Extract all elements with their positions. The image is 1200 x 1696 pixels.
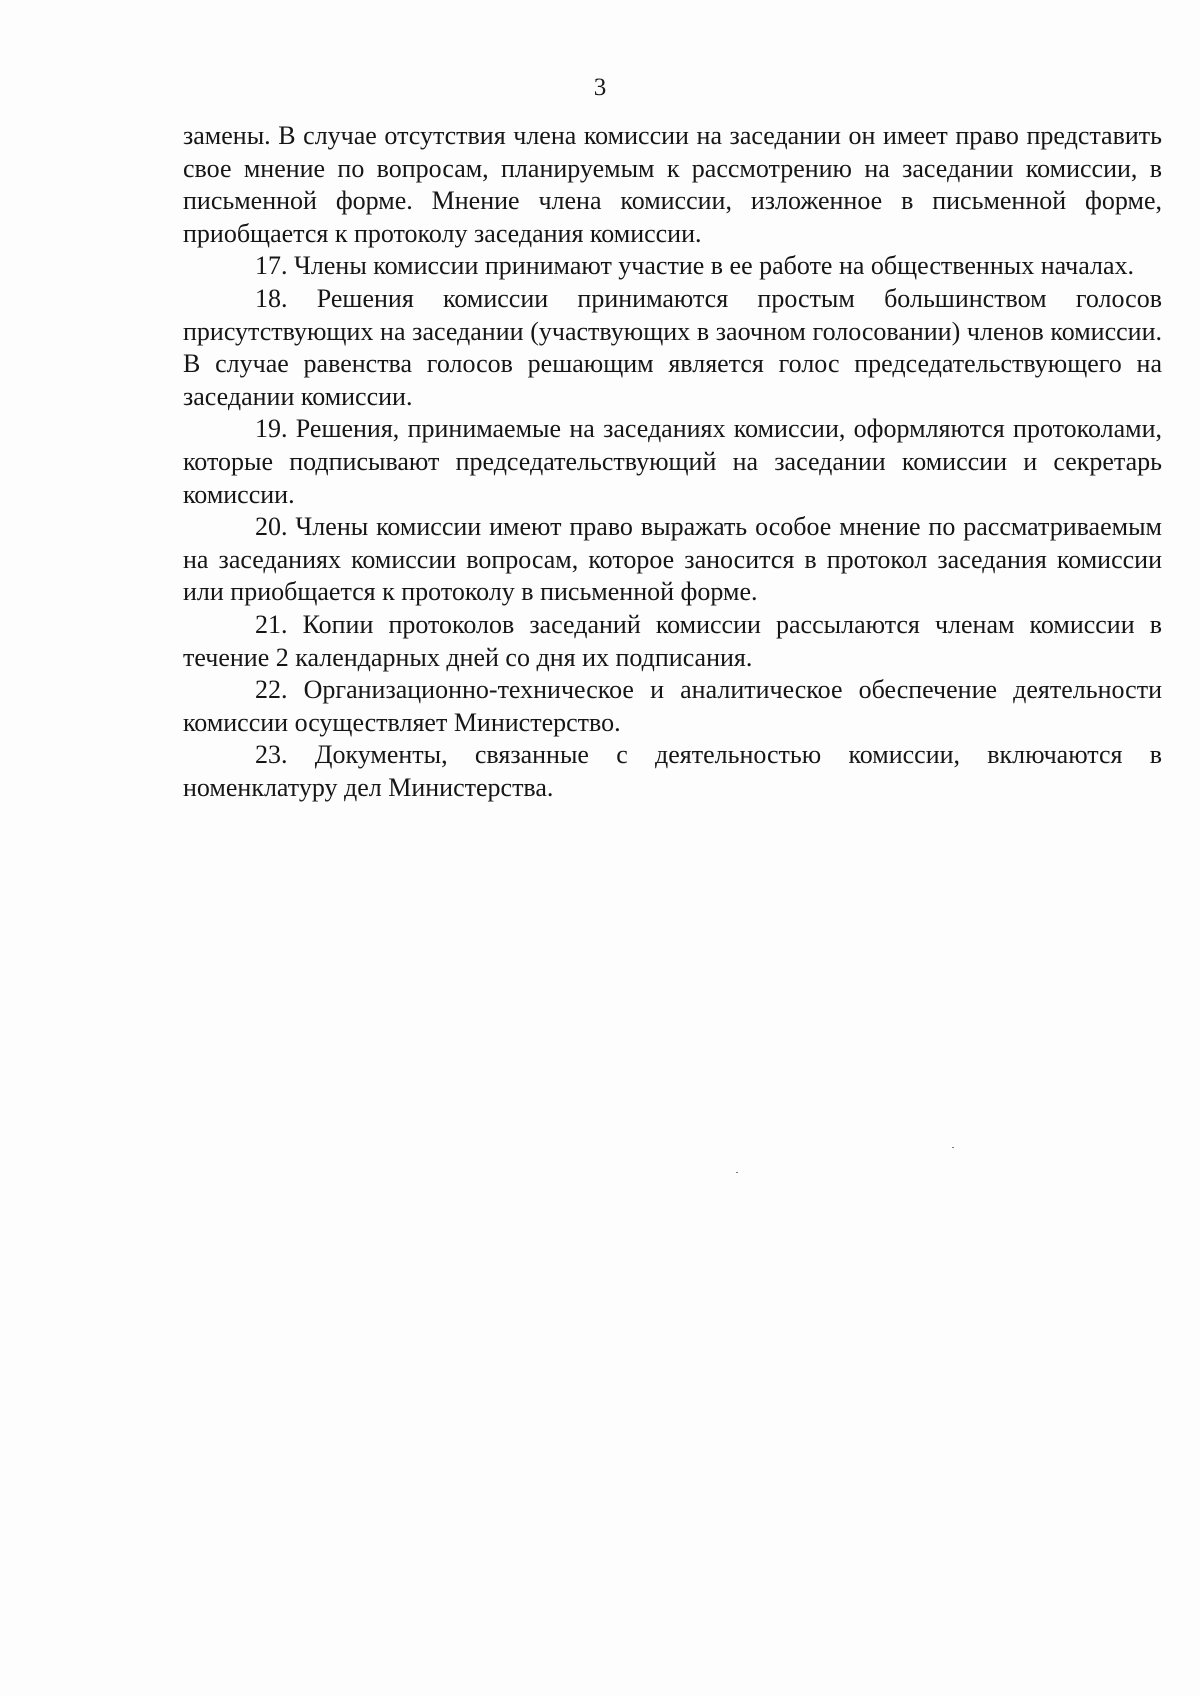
paragraph-22: 22. Организационно-техническое и аналитическое обеспечение деятельности комиссии осуществляет Министерство.: [183, 675, 1162, 737]
document-body: [183, 120, 1162, 804]
paragraph-continuation: замены. В случае отсутствия члена комиссии на заседании он имеет право представить свое мнение по вопросам, планируемым к рассмотрению на заседании комиссии, в письменной форме. Мнение члена комиссии, изложенное в письменной форме, приобщается к протоколу заседания комиссии.: [183, 121, 1162, 248]
paragraph-17: 17. Члены комиссии принимают участие в ее работе на общественных началах.: [255, 251, 1134, 281]
scan-speck: [952, 1147, 954, 1148]
scan-speck: [736, 1172, 738, 1173]
page-number: 3: [593, 74, 607, 101]
paragraph-21: 21. Копии протоколов заседаний комиссии рассылаются членам комиссии в течение 2 календарных дней со дня их подписания.: [183, 609, 1162, 672]
paragraph-23: 23. Документы, связанные с деятельностью комиссии, включаются в номенклатуру дел Министерства.: [183, 740, 1162, 802]
paragraph-18: 18. Решения комиссии принимаются простым большинством голосов присутствующих на заседании (участвующих в заочном голосовании) членов комиссии. В случае равенства голосов решающим является голос председательствующего на заседании комиссии.: [183, 283, 1162, 411]
paragraph-20: 20. Члены комиссии имеют право выражать особое мнение по рассматриваемым на заседаниях комиссии вопросам, которое заносится в протокол заседания комиссии или приобщается к протоколу в письменной форме.: [183, 512, 1162, 607]
paragraph-19: 19. Решения, принимаемые на заседаниях комиссии, оформляются протоколами, которые подписывают председательствующий на заседании комиссии и секретарь комиссии.: [183, 414, 1162, 509]
